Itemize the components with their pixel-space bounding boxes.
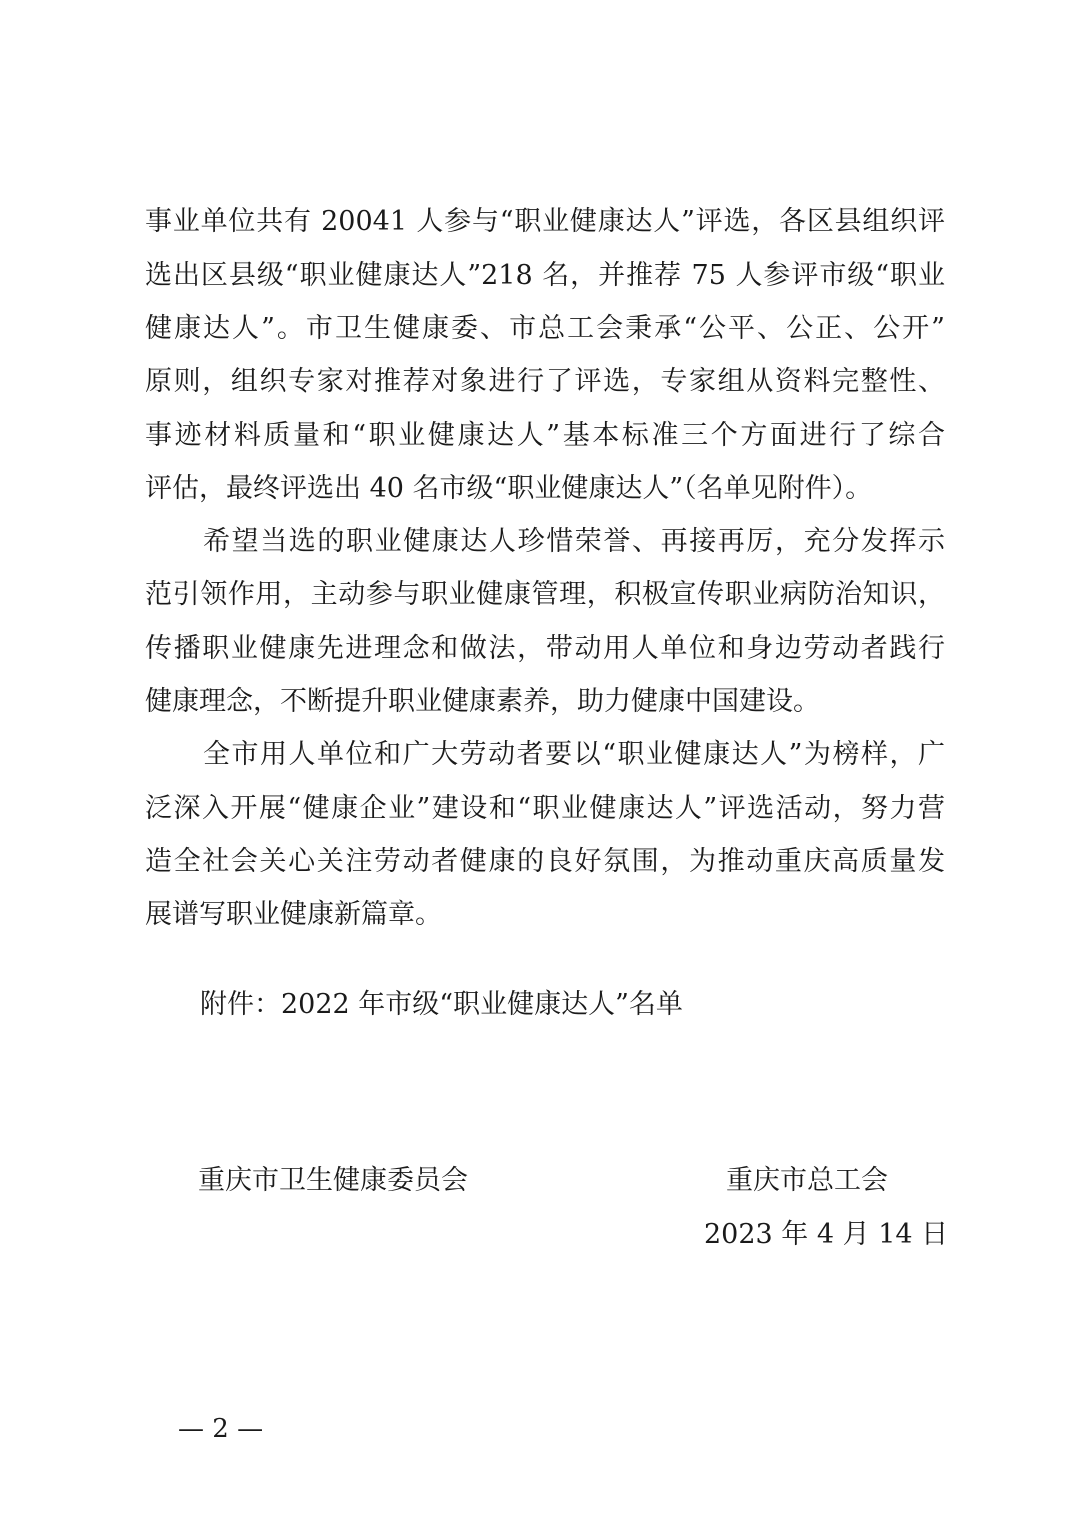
paragraph2-line-4: 健康理念，不断提升职业健康素养，助力健康中国建设。	[145, 686, 820, 717]
page-number: — 2 —	[178, 1414, 264, 1444]
paragraph3-line-4: 展谱写职业健康新篇章。	[145, 899, 442, 930]
attachment-note: 附件：2022 年市级“职业健康达人”名单	[200, 989, 683, 1020]
paragraph2-line-3: 传播职业健康先进理念和做法，带动用人单位和身边劳动者践行	[145, 633, 945, 664]
paragraph2-line-1: 希望当选的职业健康达人珍惜荣誉、再接再厉，充分发挥示	[203, 526, 945, 557]
signature-trade-union: 重庆市总工会	[726, 1165, 888, 1196]
paragraph1-line-1: 事业单位共有 20041 人参与“职业健康达人”评选，各区县组织评	[145, 206, 945, 237]
paragraph1-line-3: 健康达人”。市卫生健康委、市总工会秉承“公平、公正、公开”	[145, 313, 945, 344]
paragraph1-line-5: 事迹材料质量和“职业健康达人”基本标准三个方面进行了综合	[145, 420, 945, 451]
paragraph2-line-2: 范引领作用，主动参与职业健康管理，积极宣传职业病防治知识，	[145, 579, 945, 610]
signature-health-commission: 重庆市卫生健康委员会	[198, 1165, 468, 1196]
paragraph1-line-4: 原则，组织专家对推荐对象进行了评选，专家组从资料完整性、	[145, 366, 945, 397]
paragraph3-line-3: 造全社会关心关注劳动者健康的良好氛围，为推动重庆高质量发	[145, 846, 945, 877]
paragraph3-line-2: 泛深入开展“健康企业”建设和“职业健康达人”评选活动，努力营	[145, 793, 945, 824]
paragraph1-line-2: 选出区县级“职业健康达人”218 名，并推荐 75 人参评市级“职业	[145, 260, 945, 291]
paragraph3-line-1: 全市用人单位和广大劳动者要以“职业健康达人”为榜样，广	[203, 739, 945, 770]
signature-date: 2023 年 4 月 14 日	[704, 1219, 949, 1250]
paragraph1-line-6: 评估，最终评选出 40 名市级“职业健康达人”（名单见附件）。	[145, 473, 873, 504]
